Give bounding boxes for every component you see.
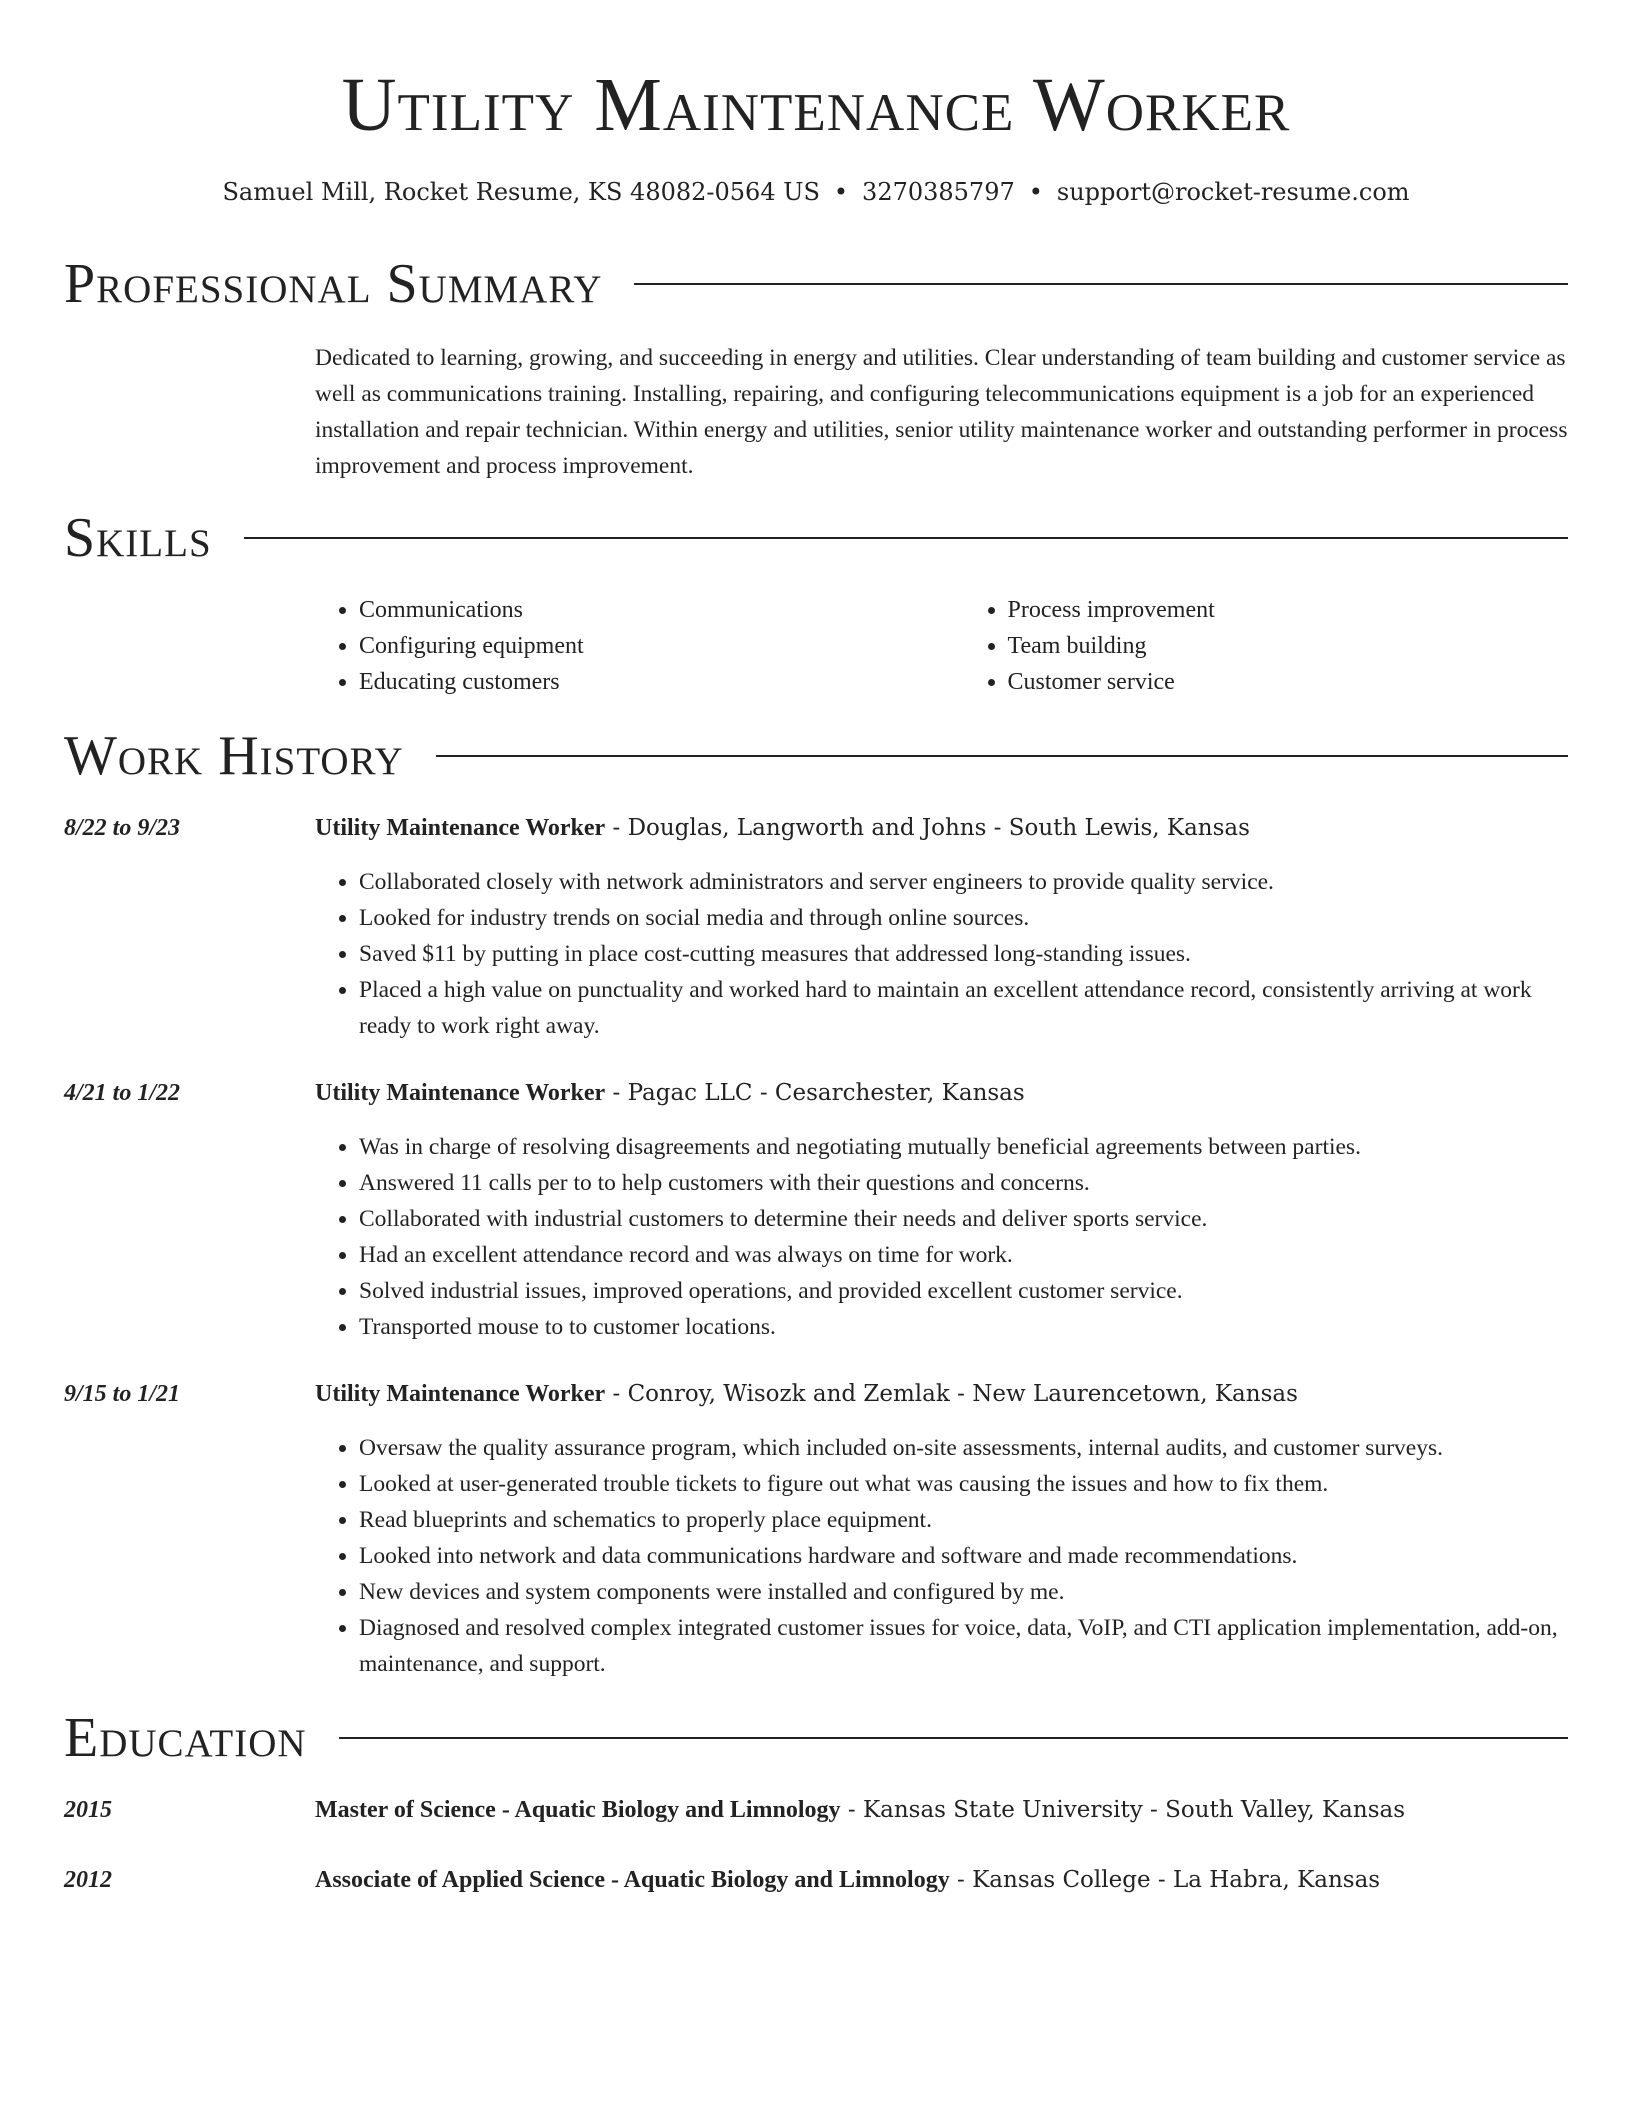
skill-item: • Team building: [1008, 628, 1569, 664]
contact-separator: •: [1028, 178, 1043, 206]
job-title: Utility Maintenance Worker: [315, 1381, 606, 1407]
job-employer-location: - Conroy, Wisozk and Zemlak - New Laurencetown, Kansas: [605, 1381, 1298, 1407]
job-bullet: • Read blueprints and schematics to properly place equipment.: [359, 1502, 1568, 1538]
resume-name: Utility Maintenance Worker: [341, 63, 1291, 147]
job-bullet: • Diagnosed and resolved complex integrated customer issues for voice, data, VoIP, and CTI application implementation, add-on, maintenance, and support.: [359, 1610, 1568, 1682]
skill-item: • Configuring equipment: [359, 628, 920, 664]
section-divider: [244, 537, 1568, 539]
contact-separator: •: [833, 178, 849, 206]
skill-item: • Communications: [359, 592, 920, 628]
job-dates: 4/21 to 1/22: [64, 1080, 181, 1106]
job-heading: [315, 1376, 1568, 1412]
job-heading: [315, 1075, 1568, 1111]
section-title-work-history: Work History: [64, 725, 404, 787]
job-title: Utility Maintenance Worker: [315, 815, 606, 841]
job-bullets: [315, 864, 1568, 1044]
job-bullet: • Was in charge of resolving disagreements and negotiating mutually beneficial agreements between parties.: [359, 1129, 1568, 1165]
education-heading: [315, 1862, 1568, 1898]
job-bullets: [315, 1129, 1568, 1345]
summary-text: Dedicated to learning, growing, and succeeding in energy and utilities. Clear understanding of team building and customer service as well as communications training. Installing, repairing, and configuring telecommunications equipment is a job for an experienced installation and repair technician. Within energy and utilities, senior utility maintenance worker and outstanding performer in process improvement and process improvement.: [315, 345, 1568, 479]
section-header-skills: [64, 506, 1568, 570]
job-bullet: • Solved industrial issues, improved operations, and provided excellent customer service.: [359, 1273, 1568, 1309]
job-bullet: • Saved $11 by putting in place cost-cutting measures that addressed long-standing issues.: [359, 936, 1568, 972]
skills-list: [315, 592, 1568, 700]
section-divider: [339, 1737, 1568, 1739]
job-bullet: • Collaborated with industrial customers to determine their needs and deliver sports service.: [359, 1201, 1568, 1237]
job-employer-location: - Pagac LLC - Cesarchester, Kansas: [605, 1080, 1025, 1106]
education-degree: Master of Science - Aquatic Biology and Limnology: [315, 1797, 841, 1823]
job-bullet: • Oversaw the quality assurance program, which included on-site assessments, internal audits, and customer surveys.: [359, 1430, 1568, 1466]
education-year: 2015: [64, 1797, 112, 1823]
contact-phone: 3270385797: [862, 178, 1015, 206]
job-heading: [315, 810, 1568, 846]
job-employer-location: - Douglas, Langworth and Johns - South Lewis, Kansas: [605, 815, 1250, 841]
job-bullet: • Transported mouse to to customer locations.: [359, 1309, 1568, 1345]
section-title-education: Education: [64, 1707, 307, 1769]
job-bullet: • Answered 11 calls per to to help customers with their questions and concerns.: [359, 1165, 1568, 1201]
education-year: 2012: [64, 1867, 112, 1893]
section-header-summary: [64, 252, 1568, 316]
job-dates: 9/15 to 1/21: [64, 1381, 181, 1407]
job-bullet: • Looked at user-generated trouble tickets to figure out what was causing the issues and how to fix them.: [359, 1466, 1568, 1502]
contact-line: [64, 176, 1568, 208]
contact-address: Samuel Mill, Rocket Resume, KS 48082-0564 US: [222, 178, 820, 206]
section-header-education: [64, 1706, 1568, 1770]
contact-email: support@rocket-resume.com: [1056, 178, 1410, 206]
section-divider: [436, 755, 1568, 757]
job-bullet: • Placed a high value on punctuality and worked hard to maintain an excellent attendance record, consistently arriving at work ready to work right away.: [359, 972, 1568, 1044]
section-title-skills: Skills: [64, 507, 212, 569]
education-school-location: - Kansas State University - South Valley, Kansas: [840, 1797, 1406, 1823]
job-bullet: • Looked into network and data communications hardware and software and made recommendations.: [359, 1538, 1568, 1574]
section-divider: [634, 283, 1568, 285]
section-title-summary: Professional Summary: [64, 253, 603, 315]
skills-column-right: [964, 592, 1569, 700]
job-dates: 8/22 to 9/23: [64, 815, 181, 841]
education-school-location: - Kansas College - La Habra, Kansas: [949, 1867, 1381, 1893]
job-bullet: • Collaborated closely with network administrators and server engineers to provide quality service.: [359, 864, 1568, 900]
skill-item: • Process improvement: [1008, 592, 1569, 628]
skill-item: • Educating customers: [359, 664, 920, 700]
job-bullets: [315, 1430, 1568, 1682]
education-heading: [315, 1792, 1568, 1828]
job-bullet: • New devices and system components were installed and configured by me.: [359, 1574, 1568, 1610]
education-degree: Associate of Applied Science - Aquatic Biology and Limnology: [315, 1867, 950, 1893]
job-title: Utility Maintenance Worker: [315, 1080, 606, 1106]
skills-column-left: [315, 592, 920, 700]
section-header-work-history: [64, 724, 1568, 788]
skill-item: • Customer service: [1008, 664, 1569, 700]
job-bullet: • Looked for industry trends on social media and through online sources.: [359, 900, 1568, 936]
job-bullet: • Had an excellent attendance record and was always on time for work.: [359, 1237, 1568, 1273]
